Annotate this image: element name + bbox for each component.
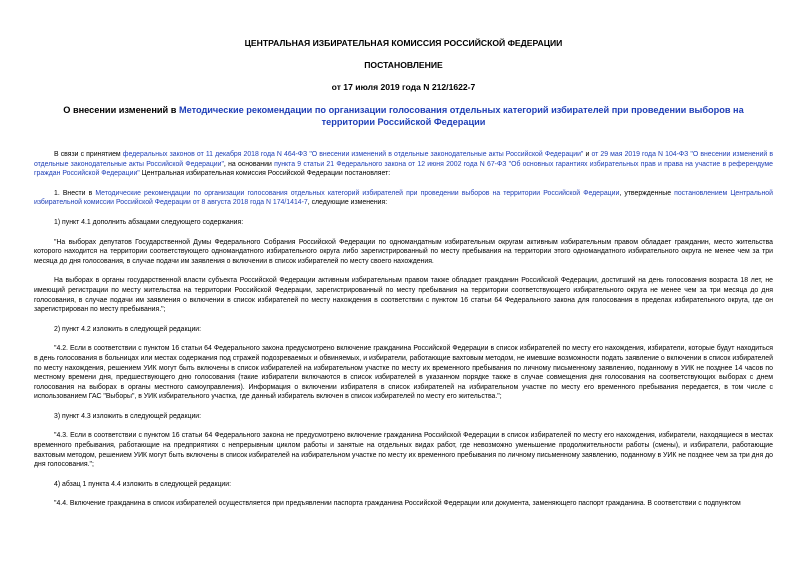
guidelines-link[interactable]: Методические рекомендации по организации голосования отдельных категорий избирателей при проведении выборов на территории Российской Федерации xyxy=(95,189,620,197)
document-body xyxy=(34,150,773,519)
text-span: , утвержденные xyxy=(619,189,675,197)
issuing-organization: ЦЕНТРАЛЬНАЯ ИЗБИРАТЕЛЬНАЯ КОМИССИЯ РОССИЙСКОЙ ФЕДЕРАЦИИ xyxy=(244,38,563,48)
text-span: Центральная избирательная комиссия Российской Федерации постановляет: xyxy=(139,170,391,178)
subitem-4-paragraph: 4) абзац 1 пункта 4.4 изложить в следующей редакции: xyxy=(54,480,232,488)
preamble-paragraph xyxy=(34,150,773,179)
text-span: , на основании xyxy=(223,160,275,168)
quoted-paragraph: "4.2. Если в соответствии с пунктом 16 статьи 64 Федерального закона предусмотрено включение гражданина Российской Федерации в список избирателей по месту его нахождения, избиратели, которые будут находиться в день голосования в больницах или местах содержания под стражей подозреваемых и обвиняемых, и избиратели, работающие вахтовым методом, не имевшие возможности подать заявление о включении в список избирателей по месту нахождения, решением УИК могут быть включены в список избирателей на избирательном участке по месту их временного пребывания по личному письменному заявлению, поданному в УИК не позднее 14 часов по местному времени дня, предшествующего дню голосования (такие избиратели включаются в список избирателей в указанном порядке также в случае совмещения дня голосования на соответствующих выборах с днем голосования на выборах в органы местного самоуправления). Информация о включении избирателя в список избирателей на избирательном участке по месту его временного пребывания передается, в том числе с использованием ГАС "Выборы", в УИК избирательного участка, где данный избиратель включен в список избирателей по месту его жительства."; xyxy=(34,345,773,401)
subitem-1-paragraph: 1) пункт 4.1 дополнить абзацами следующего содержания: xyxy=(54,218,244,226)
quoted-paragraph: На выборах в органы государственной власти субъекта Российской Федерации активным избирательным правом также обладает гражданин Российской Федерации, достигший на день голосования возраста 18 лет, не имеющий регистрации по месту жительства на территории Российской Федерации, зарегистрированный по месту пребывания на территории соответствующего избирательного округа не менее чем за три месяца до дня голосования, в случае подачи им заявления о включении в список избирателей по месту нахождения в соответствии с пунктом 16 статьи 64 Федерального закона для голосования в пределах избирательного округа, где он зарегистрирован по месту пребывания."; xyxy=(34,277,773,314)
law-link-67[interactable]: пункта 9 статьи 21 Федерального закона от 12 июня 2002 года N 67-ФЗ "Об основных гарантиях избирательных прав и права на участие в референдуме граждан Российской Федерации" xyxy=(34,160,773,178)
document-date-number: от 17 июля 2019 года N 212/1622-7 xyxy=(331,82,476,92)
document-type: ПОСТАНОВЛЕНИЕ xyxy=(364,60,443,70)
subitem-2-paragraph: 2) пункт 4.2 изложить в следующей редакции: xyxy=(54,325,202,333)
subitem-3-paragraph: 3) пункт 4.3 изложить в следующей редакции: xyxy=(54,412,202,420)
text-span: В связи с принятием xyxy=(54,151,123,158)
law-link-104[interactable]: от 29 мая 2019 года N 104-ФЗ "О внесении изменений в отдельные законодательные акты Российской Федерации" xyxy=(34,151,773,168)
document-title xyxy=(40,104,767,128)
text-span: и xyxy=(583,151,592,158)
item-1-paragraph xyxy=(34,189,773,208)
law-link-464[interactable]: федеральных законов от 11 декабря 2018 года N 464-ФЗ "О внесении изменений в отдельные законодательные акты Российской Федерации" xyxy=(122,151,584,158)
title-prefix: О внесении изменений в xyxy=(63,105,179,115)
resolution-link[interactable]: постановлением Центральной избирательной комиссии Российской Федерации от 8 августа 2018 года N 174/1414-7 xyxy=(34,189,773,207)
text-span: , следующие изменения: xyxy=(307,199,388,207)
quoted-paragraph: "На выборах депутатов Государственной Думы Федерального Собрания Российской Федерации по одномандатным избирательным округам активным избирательным правом обладает гражданин, место жительства которого находится на территории соответствующего одномандатного избирательного округа либо зарегистрированный по месту пребывания на территории этого одномандатного избирательного округа не менее чем за три месяца до дня голосования, в случае подачи им заявления о включении в список избирателей по месту своего нахождения. xyxy=(34,238,773,265)
quoted-paragraph: "4.4. Включение гражданина в список избирателей осуществляется при предъявлении паспорта гражданина Российской Федерации или документа, заменяющего паспорт гражданина. В соответствии с подпунктом xyxy=(54,500,741,508)
quoted-paragraph: "4.3. Если в соответствии с пунктом 16 статьи 64 Федерального закона не предусмотрено включение гражданина Российской Федерации в список избирателей по месту его нахождения, избиратели, находящиеся в местах временного пребывания, работающие на предприятиях с непрерывным циклом работы и занятые на отдельных видах работ, где невозможно уменьшение продолжительности работы (смены), и избиратели, работающие вахтовым методом, решением УИК могут быть включены в список избирателей на избирательном участке по месту их временного пребывания по личному письменному заявлению, поданному в УИК не позднее чем за три дня до дня голосования."; xyxy=(34,432,773,469)
text-span: 1. Внести в xyxy=(54,189,96,197)
title-link[interactable]: Методические рекомендации по организации голосования отдельных категорий избирателей при проведении выборов на территории Российской Федерации xyxy=(178,105,744,127)
